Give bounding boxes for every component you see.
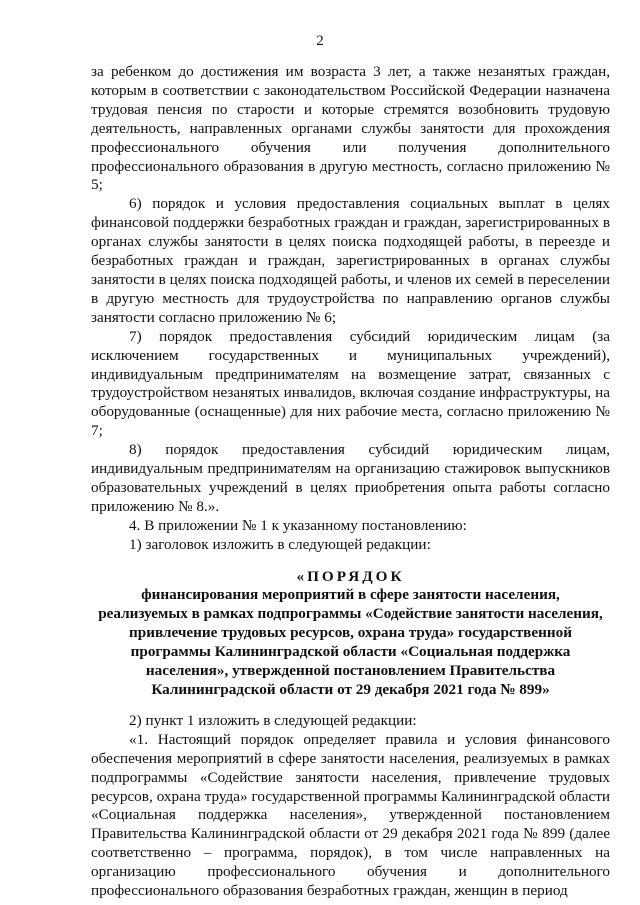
paragraph-subpoint-2: 2) пункт 1 изложить в следующей редакции: [129,711,417,729]
order-title [91,568,610,700]
order-title-line: населения», утвержденной постановлением Правительства [145,662,556,680]
paragraph-item-6: 6) порядок и условия предоставления социальных выплат в целях финансовой поддержки безработных граждан и граждан, зарегистрированных в органах службы занятости в целях поиска подходящей работы, в переезде и безработных граждан и граждан, зарегистрированных в органах службы занятости в целях поиска подходящей работы, и членов их семей в переселении в другую местность для трудоустройства по направлению органов службы занятости согласно приложению № 6; [91,195,610,326]
order-title-line: привлечение трудовых ресурсов, охрана труда» государственной [129,624,572,642]
document-body [91,63,610,901]
order-heading: «ПОРЯДОК [296,567,405,585]
paragraph-point-4: 4. В приложении № 1 к указанному постановлению: [129,516,467,534]
page-number: 2 [316,33,324,49]
order-title-line: Калининградской области от 29 декабря 2021 года № 899» [151,681,550,698]
paragraph-item-7: 7) порядок предоставления субсидий юридическим лицам (за исключением государственных и муниципальных учреждений), индивидуальным предпринимателям на возмещение затрат, связанных с трудоустройством незанятых инвалидов, включая создание инфраструктуры, на оборудованные (оснащенные) для них рабочие места, согласно приложению № 7; [91,327,610,440]
order-title-line: финансирования мероприятий в сфере занятости населения, [141,586,560,604]
order-title-line: реализуемых в рамках подпрограммы «Содействие занятости населения, [98,605,603,623]
paragraph-subpoint-1: 1) заголовок изложить в следующей редакции: [129,535,431,553]
paragraph-point-1-text: «1. Настоящий порядок определяет правила и условия финансового обеспечения мероприятий в сфере занятости населения, реализуемых в рамках подпрограммы «Содействие занятости населения, привлечение трудовых ресурсов, охрана труда» государственной программы Калининградской области «Социальная поддержка населения», утвержденной постановлением Правительства Калининградской области от 29 декабря 2021 года № 899 (далее соответственно – программа, порядок), в том числе направленных на организацию профессионального обучения и дополнительного профессионального образования безработных граждан, женщин в период [91,730,610,900]
paragraph-continuation: за ребенком до достижения им возраста 3 лет, а также незанятых граждан, которым в соответствии с законодательством Российской Федерации назначена трудовая пенсия по старости и которые стремятся возобновить трудовую деятельность, направленных органами службы занятости для прохождения профессионального обучения или получения дополнительного профессионального образования в другую местность, согласно приложению № 5; [91,63,610,194]
paragraph-item-8: 8) порядок предоставления субсидий юридическим лицам, индивидуальным предпринимателям на организацию стажировок выпускников образовательных учреждений в целях приобретения опыта работы согласно приложению № 8.». [91,441,610,515]
order-title-line: программы Калининградской области «Социальная поддержка [130,643,571,661]
